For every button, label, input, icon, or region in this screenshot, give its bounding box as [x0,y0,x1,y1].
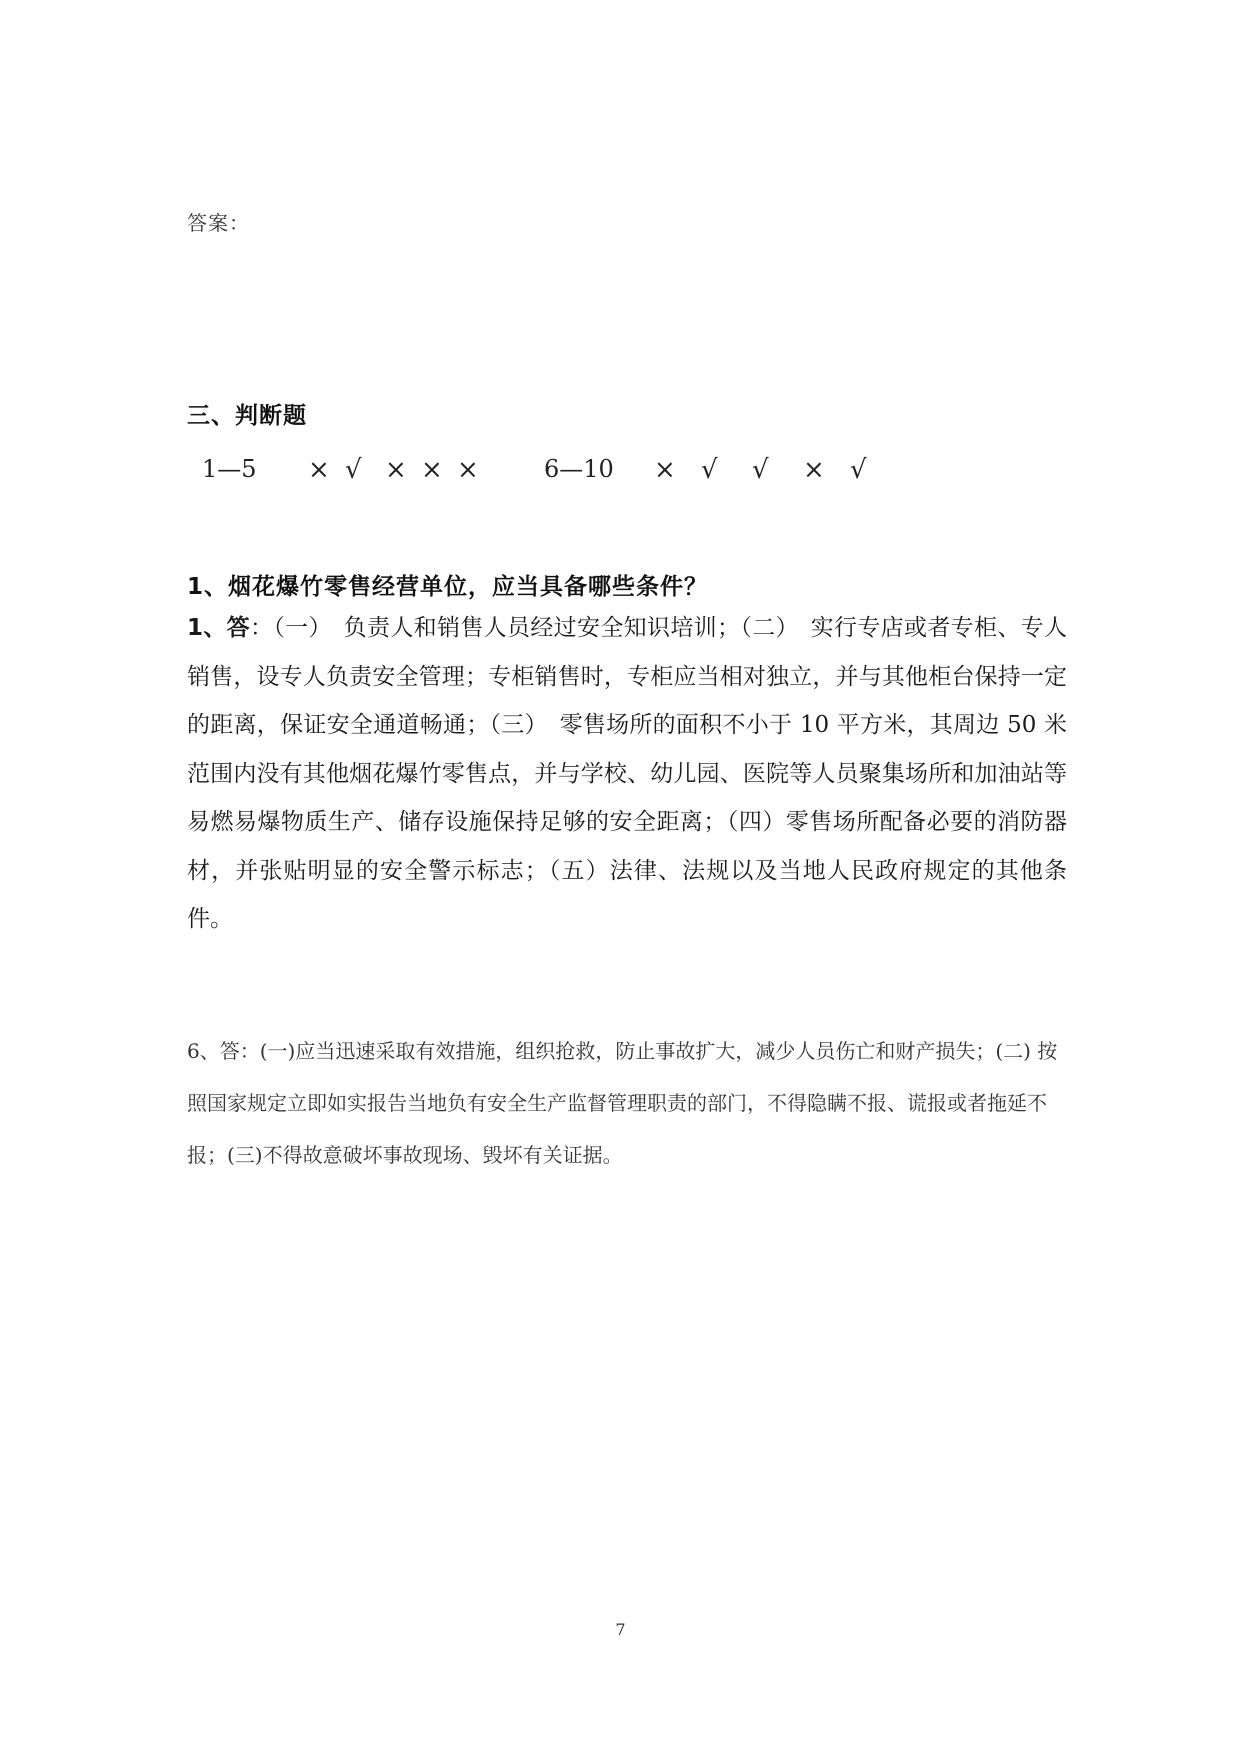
section-heading-judgment: 三、判断题 [187,403,307,429]
answer-label: 答案： [187,211,250,235]
judgment-mark-4: × [421,455,443,485]
judgment-mark-3: × [385,455,407,485]
judgment-answers-row [0,455,1241,491]
judgment-mark-8: √ [752,455,769,485]
judgment-mark-2: √ [345,455,362,485]
judgment-mark-5: × [457,455,479,485]
judgment-range-6-10: 6—10 [544,455,614,483]
judgment-mark-10: √ [850,455,867,485]
question-1-answer-body: ：（一） 负责人和销售人员经过安全知识培训；（二） 实行专店或者专柜、专人销售，设专人负责安全管理；专柜销售时，专柜应当相对独立，并与其他柜台保持一定的距离，保证安全通道畅通；（三） 零售场所的面积不小于 10 平方米，其周边 50 米范围内没有其他烟花爆竹零售点，并与学校、幼儿园、医院等人员聚集场所和加油站等易燃易爆物质生产、储存设施保持足够的安全距离；（四）零售场所配备必要的消防器材，并张贴明显的安全警示标志；（五）法律、法规以及当地人民政府规定的其他条件。 [187,615,1068,932]
question-1-answer [187,604,1067,944]
question-1-title: 1、烟花爆竹零售经营单位，应当具备哪些条件？ [187,574,709,600]
question-1-answer-lead: 1、答 [187,615,251,641]
page-number: 7 [615,1620,626,1639]
question-6-answer: 6、答：(一)应当迅速采取有效措施，组织抢救，防止事故扩大，减少人员伤亡和财产损失；(二) 按照国家规定立即如实报告当地负有安全生产监督管理职责的部门，不得隐瞒不报、谎报或者拖延不报；(三)不得故意破坏事故现场、毁坏有关证据。 [187,1039,1058,1167]
judgment-mark-9: × [803,455,825,485]
judgment-mark-1: × [308,455,330,485]
judgment-mark-6: × [654,455,676,485]
judgment-range-1-5: 1—5 [202,455,257,483]
judgment-mark-7: √ [701,455,718,485]
